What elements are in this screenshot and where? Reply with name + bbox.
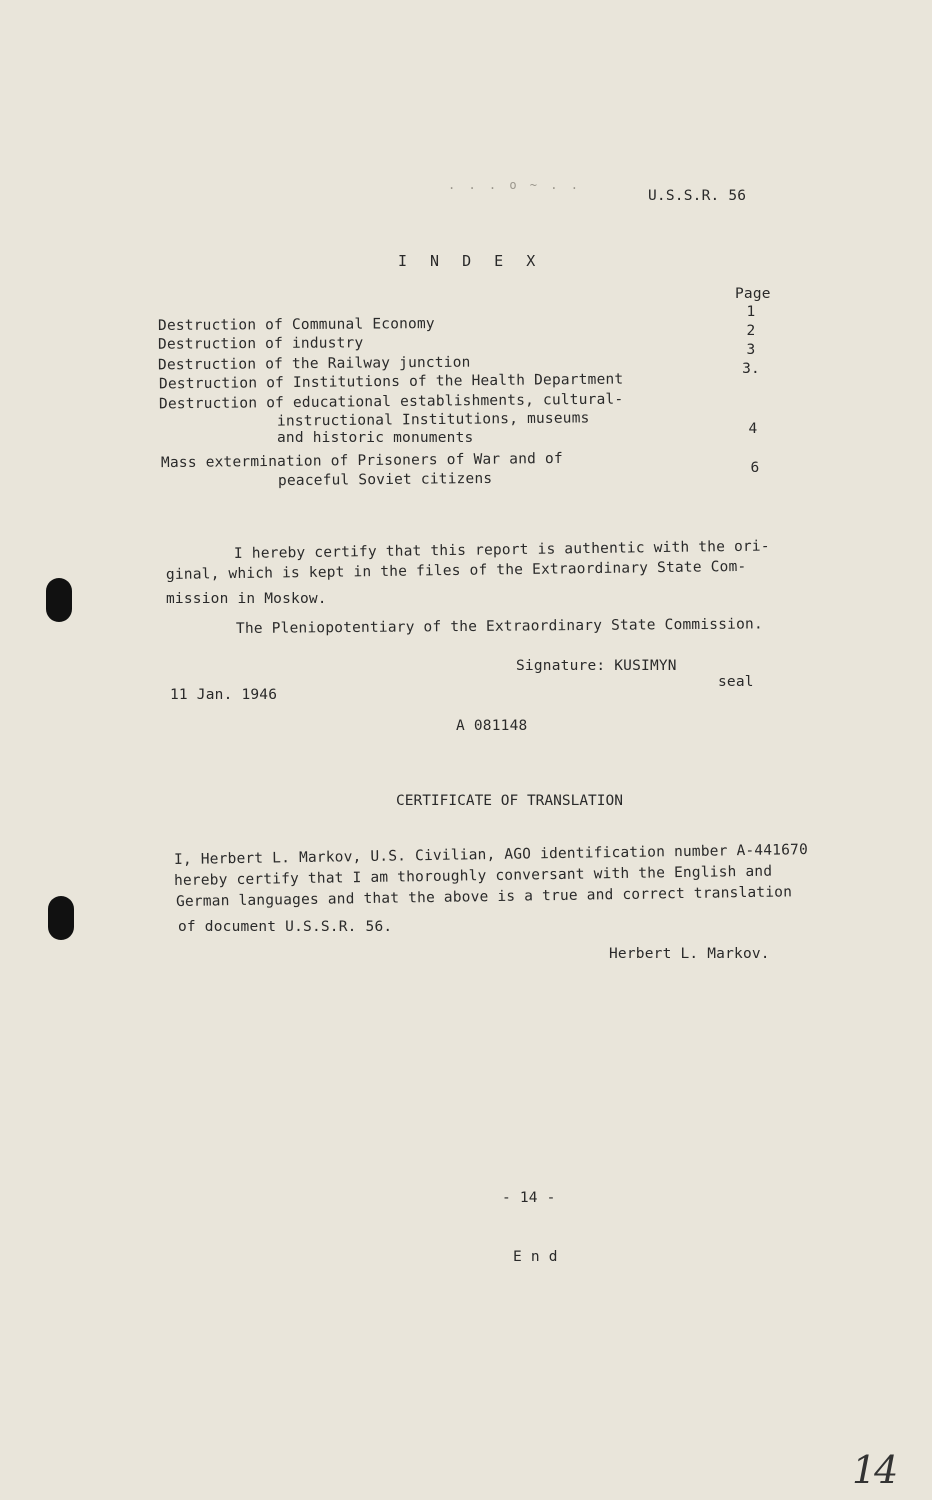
translation-title: CERTIFICATE OF TRANSLATION bbox=[396, 793, 623, 809]
punch-hole-top bbox=[46, 578, 72, 622]
index-item-3: Destruction of the Railway junction bbox=[157, 354, 471, 374]
certify-line-2: ginal, which is kept in the files of the Extraordinary State Com- bbox=[165, 558, 747, 583]
page-number: - 14 - bbox=[502, 1190, 556, 1206]
index-page-1: 1 bbox=[746, 304, 756, 320]
punch-hole-bottom bbox=[48, 896, 74, 940]
index-item-5-line-3: and historic monuments bbox=[277, 430, 474, 446]
index-item-2: Destruction of industry bbox=[157, 335, 364, 353]
certify-line-3: mission in Moskow. bbox=[166, 591, 327, 607]
plenipotentiary-line: The Pleniopotentiary of the Extraordinary State Commission. bbox=[235, 616, 763, 637]
end-marker: E n d bbox=[513, 1249, 558, 1265]
seal-label: seal bbox=[718, 674, 754, 690]
index-page-3b: 3. bbox=[742, 361, 760, 377]
index-item-6-line-1: Mass extermination of Prisoners of War and of bbox=[160, 450, 563, 472]
index-page-2: 2 bbox=[746, 323, 756, 339]
translation-line-3: German languages and that the above is a true and correct translation bbox=[175, 884, 793, 910]
page-column-label: Page bbox=[735, 286, 771, 302]
index-item-4: Destruction of Institutions of the Health Department bbox=[158, 371, 624, 393]
index-item-1: Destruction of Communal Economy bbox=[157, 316, 435, 334]
document-number: U.S.S.R. 56 bbox=[648, 188, 747, 204]
index-item-6-line-2: peaceful Soviet citizens bbox=[277, 470, 493, 490]
index-title: I N D E X bbox=[398, 252, 543, 270]
handwritten-page-number: 14 bbox=[852, 1448, 897, 1492]
index-page-6: 6 bbox=[750, 460, 760, 476]
index-page-4: 4 bbox=[748, 421, 758, 437]
translation-line-1: I, Herbert L. Markov, U.S. Civilian, AGO identification number A-441670 bbox=[173, 842, 809, 868]
signature-kusimyn: Signature: KUSIMYN bbox=[516, 658, 677, 674]
translation-line-2: hereby certify that I am thoroughly conversant with the English and bbox=[173, 863, 773, 889]
translation-line-4: of document U.S.S.R. 56. bbox=[178, 919, 393, 935]
faint-stamp: . . . o ~ . . bbox=[448, 178, 581, 192]
index-page-3: 3 bbox=[746, 342, 756, 358]
index-item-5-line-1: Destruction of educational establishments, cultural- bbox=[158, 391, 624, 413]
translator-signature: Herbert L. Markov. bbox=[609, 946, 770, 962]
index-item-5-line-2: instructional Institutions, museums bbox=[276, 410, 590, 430]
serial-number: A 081148 bbox=[456, 718, 528, 734]
certify-line-1: I hereby certify that this report is authentic with the ori- bbox=[233, 538, 770, 562]
certification-date: 11 Jan. 1946 bbox=[170, 687, 278, 703]
